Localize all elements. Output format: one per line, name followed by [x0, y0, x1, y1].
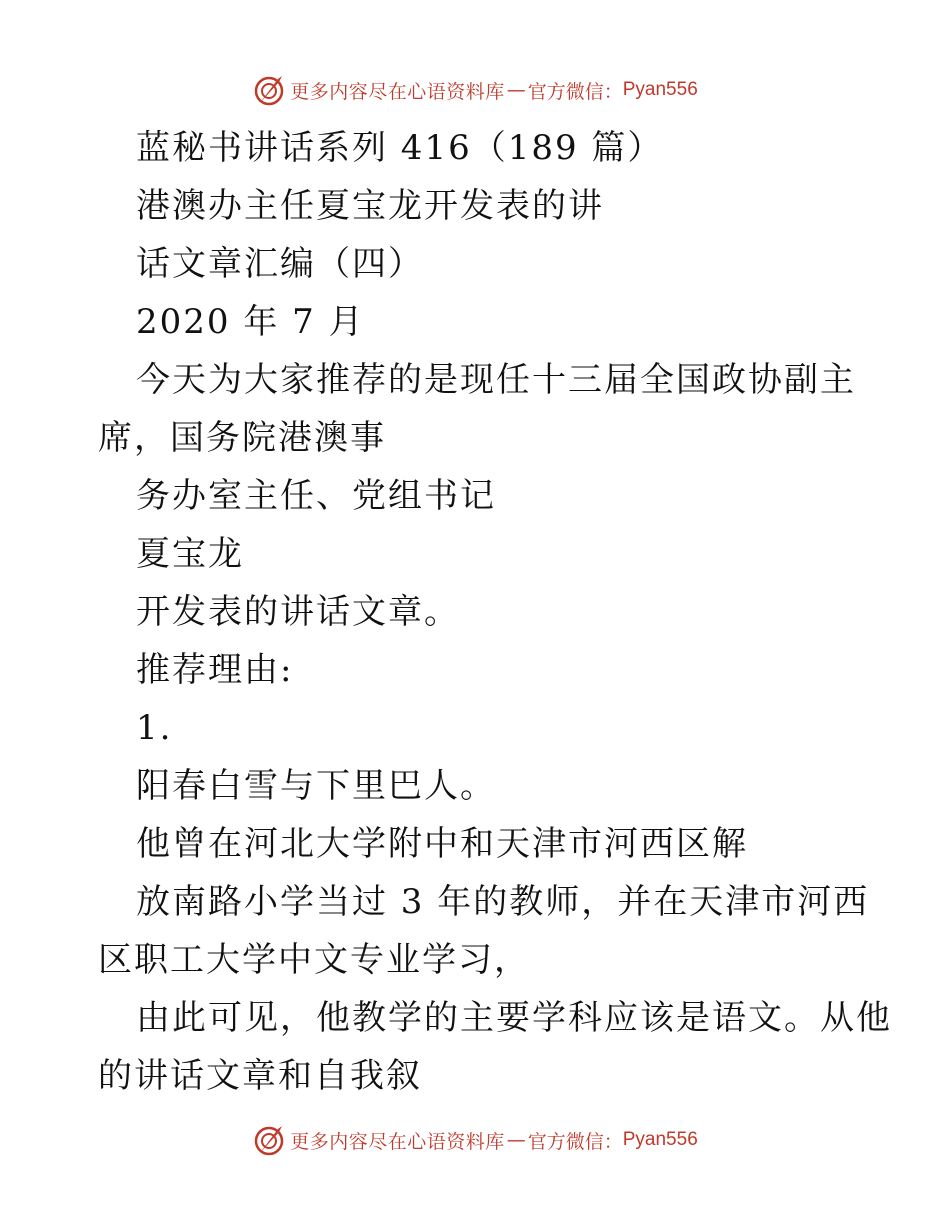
- quill-logo-icon: [252, 1123, 286, 1157]
- doc-line-13: 他曾在河北大学附中和天津市河西区解: [136, 824, 748, 864]
- doc-line-10: 推荐理由:: [136, 650, 294, 690]
- watermark-banner-bottom: [0, 1120, 950, 1160]
- doc-line-9: 开发表的讲话文章。: [136, 592, 460, 632]
- doc-line-14: 放南路小学当过 3 年的教师，并在天津市河西: [136, 882, 870, 922]
- watermark-wechat-id: Pyan556: [622, 1129, 698, 1150]
- doc-line-1: 蓝秘书讲话系列 416（189 篇）: [136, 128, 664, 168]
- doc-line-12: 阳春白雪与下里巴人。: [136, 766, 496, 806]
- watermark-main-text: 更多内容尽在心语资料库: [290, 1130, 505, 1153]
- watermark-wechat-label: 官方微信：: [527, 1130, 623, 1153]
- doc-line-16: 由此可见，他教学的主要学科应该是语文。从他: [136, 998, 892, 1038]
- doc-line-6: 席，国务院港澳事: [98, 418, 386, 458]
- doc-line-4: 2020 年 7 月: [136, 302, 365, 342]
- doc-line-17: 的讲话文章和自我叙: [98, 1056, 422, 1096]
- doc-line-2: 港澳办主任夏宝龙开发表的讲: [136, 186, 604, 226]
- doc-line-11: 1.: [136, 708, 173, 748]
- quill-logo-icon: [252, 73, 286, 107]
- watermark-banner-top: [0, 70, 950, 110]
- watermark-main-text: 更多内容尽在心语资料库: [290, 80, 505, 103]
- doc-line-5: 今天为大家推荐的是现任十三届全国政协副主: [136, 360, 856, 400]
- watermark-wechat-label: 官方微信：: [527, 80, 623, 103]
- doc-line-15: 区职工大学中文专业学习，: [98, 940, 530, 980]
- watermark-wechat-id: Pyan556: [622, 79, 698, 100]
- doc-line-3: 话文章汇编（四）: [136, 244, 424, 284]
- doc-line-8: 夏宝龙: [136, 534, 244, 574]
- watermark-separator: —: [506, 1129, 526, 1151]
- doc-line-7: 务办室主任、党组书记: [136, 476, 496, 516]
- watermark-separator: —: [506, 79, 526, 101]
